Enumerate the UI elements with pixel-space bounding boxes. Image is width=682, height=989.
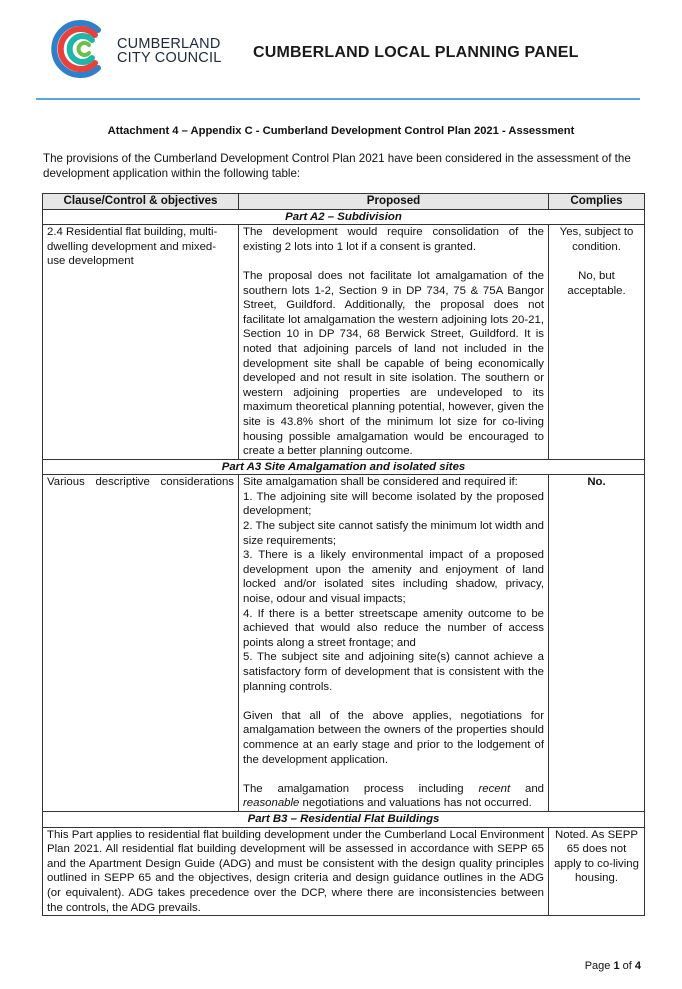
page-label: Page [584,960,614,972]
section-heading-a3: Part A3 Site Amalgamation and isolated sites [43,459,645,475]
complies-text: No, but acceptable. [567,269,626,297]
b3-description-cell [43,827,549,916]
clause-text: 2.4 Residential flat building, multi-dwelling development and mixed-use development [47,226,218,268]
assessment-table [42,193,645,916]
panel-title: CUMBERLAND LOCAL PLANNING PANEL [253,44,579,61]
complies-text: No. [587,476,606,489]
council-name [117,37,221,65]
complies-text: Yes, subject to condition. [559,226,634,253]
complies-text: Noted. As SEPP 65 does not apply to co-living housing. [554,828,639,885]
proposed-cell [239,475,549,812]
amalgamation-intro: Site amalgamation shall be considered and required if: [243,476,518,489]
text-run: negotiations and valuations has not occurred. [299,797,532,810]
section-row-b3 [43,811,645,827]
council-name-line1: CUMBERLAND [117,36,221,52]
complies-cell [549,225,645,460]
text-run: and [510,782,545,795]
council-name-line2: CITY COUNCIL [117,50,222,66]
table-header-row [43,194,645,210]
clause-cell [43,475,239,812]
page-total: 4 [634,960,641,972]
header-divider [36,98,640,100]
clause-cell [43,225,239,460]
table-row [43,827,645,916]
emphasis-recent: recent [478,782,511,795]
intro-paragraph: The provisions of the Cumberland Development Control Plan 2021 have been considered in the assessment of the development application within the following table: [43,152,631,180]
text-run: The amalgamation process including [243,782,479,795]
header-proposed: Proposed [239,194,549,210]
section-heading-a2: Part A2 – Subdivision [43,209,645,225]
proposed-cell [239,225,549,460]
council-logo [50,16,110,82]
proposed-paragraph [243,475,544,694]
criteria-item: 2. The subject site cannot satisfy the minimum lot width and size requirements; [243,520,544,547]
proposed-paragraph [243,782,544,811]
header-complies: Complies [549,194,645,210]
proposed-paragraph: The proposal does not facilitate lot amalgamation of the southern lots 1-2, Section 9 in DP 734, 75 & 75A Bangor Street, Guildford. Additionally, the proposal does not facilitate lot amalgamation the western adjoining lots 20-21, Section 10 in DP 734, 68 Berwick Street, Guildford. It is noted that adjoining parcels of land not included in the development site shall be capable of being economically developed and not result in site isolation. The southern or western adjoining properties are undeveloped to its maximum theoretical planning potential, however, given the site is 43.8% short of the minimum lot size for co-living housing possible amalgamation would be encouraged to create a better planning outcome. [243,269,544,458]
proposed-paragraph: The development would require consolidation of the existing 2 lots into 1 lot if a consent is granted. [243,226,544,253]
criteria-item: 5. The subject site and adjoining site(s) cannot achieve a satisfactory form of development that is consistent with the planning controls. [243,651,544,693]
table-row [43,475,645,812]
section-heading-b3: Part B3 – Residential Flat Buildings [43,811,645,827]
page-number [585,960,641,972]
clause-text: Various descriptive considerations [47,476,234,489]
complies-cell [549,475,645,812]
section-row-a2 [43,209,645,225]
table-row [43,225,645,460]
header-clause: Clause/Control & objectives [43,194,239,210]
page-current: 1 [613,960,620,972]
proposed-paragraph: Given that all of the above applies, negotiations for amalgamation between the owners of the properties should commence at an early stage and prior to the lodgement of the development application. [243,709,544,766]
emphasis-reasonable: reasonable [243,797,300,810]
criteria-item: 4. If there is a better streetscape amenity outcome to be achieved that would also reduce the number of access points along a street frontage; and [243,607,544,649]
section-row-a3 [43,459,645,475]
b3-description: This Part applies to residential flat building development under the Cumberland Local Environment Plan 2021. All residential flat building development will be assessed in accordance with SEPP 65 and the Apartment Design Guide (ADG) and must be consistent with the design quality principles outlined in SEPP 65 and the objectives, design criteria and design guidance outlines in the ADG (or equivalent). ADG takes precedence over the DCP, where there are inconsistencies between the controls, the ADG prevails. [47,828,544,914]
criteria-item: 3. There is a likely environmental impact of a proposed development upon the amenity and enjoyment of land locked and/or isolated sites including shadow, privacy, noise, odour and visual impacts; [243,549,544,606]
page-of-label: of [619,960,635,972]
complies-cell [549,827,645,916]
criteria-item: 1. The adjoining site will become isolated by the proposed development; [243,490,544,518]
attachment-title: Attachment 4 – Appendix C - Cumberland Development Control Plan 2021 - Assessment [107,125,575,137]
